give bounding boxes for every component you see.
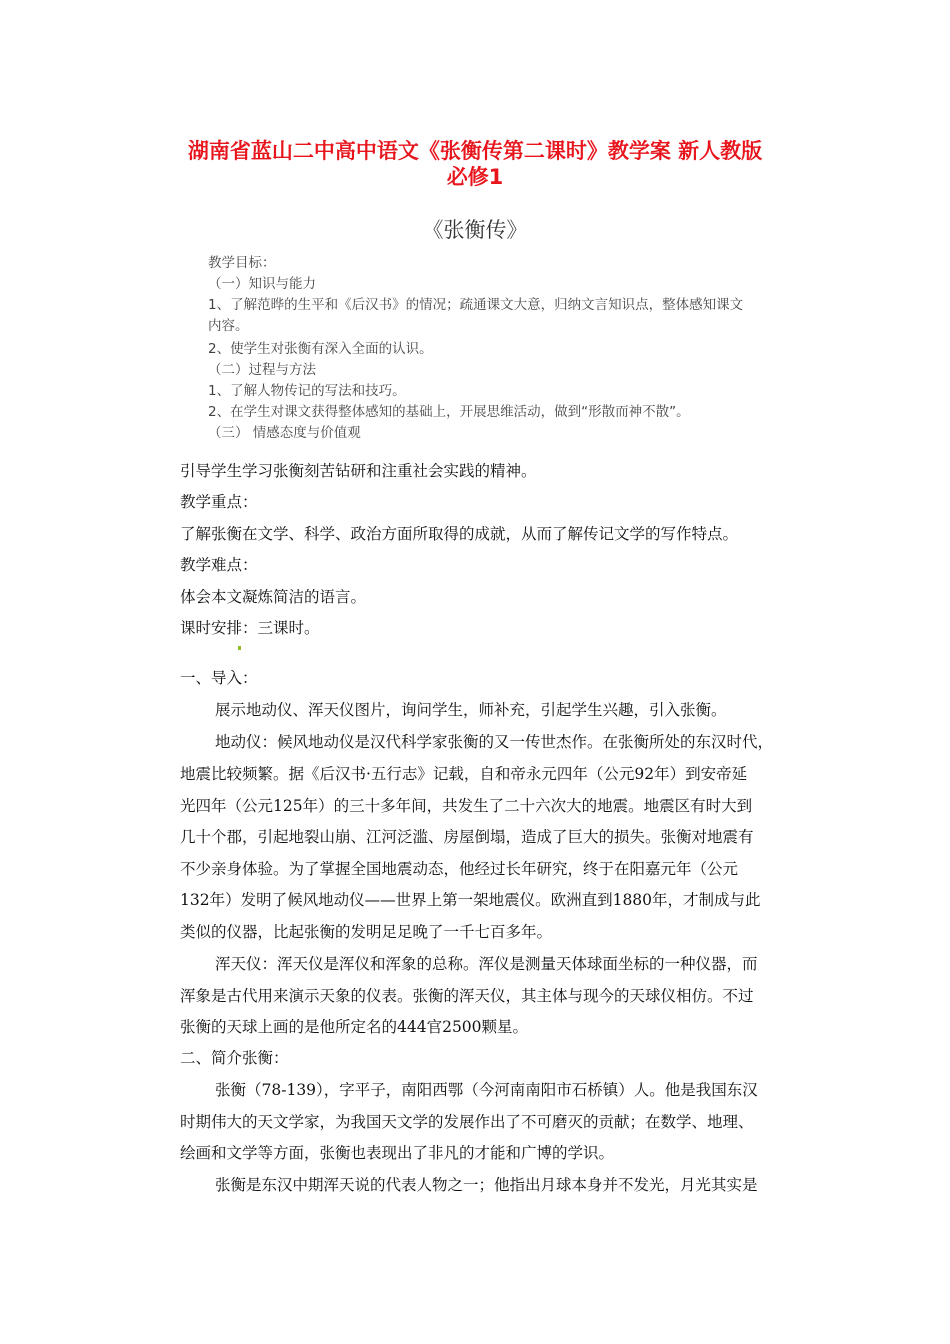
body-line: 张衡的天球上画的是他所定名的444官2500颗星。 (180, 1018, 529, 1036)
section-heading: 《张衡传》 (422, 218, 528, 242)
body-line: 浑象是古代用来演示天象的仪表。张衡的浑天仪，其主体与现今的天球仪相仿。不过 (180, 987, 754, 1005)
body-line: 张衡（78-139），字平子，南阳西鄂（今河南南阳市石桥镇）人。他是我国东汉 (215, 1081, 758, 1099)
objectives-line: 1、了解人物传记的写法和技巧。 (208, 383, 406, 399)
document-title-line-2: 必修1 (446, 165, 504, 189)
body-line: 绘画和文学等方面，张衡也表现出了非凡的才能和广博的学识。 (180, 1144, 615, 1162)
body-line: 地动仪：候风地动仪是汉代科学家张衡的又一传世杰作。在张衡所处的东汉时代， (215, 733, 774, 751)
body-line: 浑天仪：浑天仪是浑仪和浑象的总称。浑仪是测量天体球面坐标的一种仪器，而 (215, 955, 758, 973)
body-line: 体会本文凝炼简洁的语言。 (180, 588, 367, 606)
body-line: 几十个郡，引起地裂山崩、江河泛滥、房屋倒塌，造成了巨大的损失。张衡对地震有 (180, 828, 754, 846)
body-line: 类似的仪器，比起张衡的发明足足晚了一千七百多年。 (180, 923, 553, 941)
objectives-line: 2、使学生对张衡有深入全面的认识。 (208, 341, 433, 357)
body-line: 一、导入： (180, 669, 258, 687)
body-line: 光四年（公元125年）的三十多年间，共发生了二十六次大的地震。地震区有时大到 (180, 797, 753, 815)
objectives-line: （二）过程与方法 (208, 362, 316, 378)
body-line: 132年）发明了候风地动仪——世界上第一架地震仪。欧洲直到1880年，才制成与此 (180, 891, 761, 909)
objectives-line: 1、了解范晔的生平和《后汉书》的情况；疏通课文大意，归纳文言知识点，整体感知课文 (208, 297, 744, 313)
body-line: 引导学生学习张衡刻苦钻研和注重社会实践的精神。 (180, 462, 537, 480)
body-line: 时期伟大的天文学家，为我国天文学的发展作出了不可磨灭的贡献；在数学、地理、 (180, 1113, 754, 1131)
body-line: 展示地动仪、浑天仪图片，询问学生，师补充，引起学生兴趣，引入张衡。 (215, 701, 727, 719)
body-line: 了解张衡在文学、科学、政治方面所取得的成就，从而了解传记文学的写作特点。 (180, 525, 739, 543)
decorative-dot (238, 646, 241, 650)
body-line: 地震比较频繁。据《后汉书·五行志》记载，自和帝永元四年（公元92年）到安帝延 (180, 765, 748, 783)
document-title-line-1: 湖南省蓝山二中高中语文《张衡传第二课时》教学案 新人教版 (187, 139, 763, 163)
body-line: 张衡是东汉中期浑天说的代表人物之一；他指出月球本身并不发光，月光其实是 (215, 1176, 758, 1194)
body-line: 课时安排：三课时。 (180, 619, 320, 637)
objectives-line: 2、在学生对课文获得整体感知的基础上，开展思维活动，做到“形散而神不散”。 (208, 404, 690, 420)
body-line: 教学重点： (180, 493, 258, 511)
objectives-line: （三） 情感态度与价值观 (208, 425, 361, 441)
objectives-line: （一）知识与能力 (208, 276, 316, 292)
body-line: 教学难点： (180, 556, 258, 574)
body-line: 不少亲身体验。为了掌握全国地震动态，他经过长年研究，终于在阳嘉元年（公元 (180, 860, 739, 878)
objectives-line: 内容。 (208, 318, 249, 334)
objectives-line: 教学目标： (208, 255, 276, 271)
body-line: 二、简介张衡： (180, 1049, 289, 1067)
